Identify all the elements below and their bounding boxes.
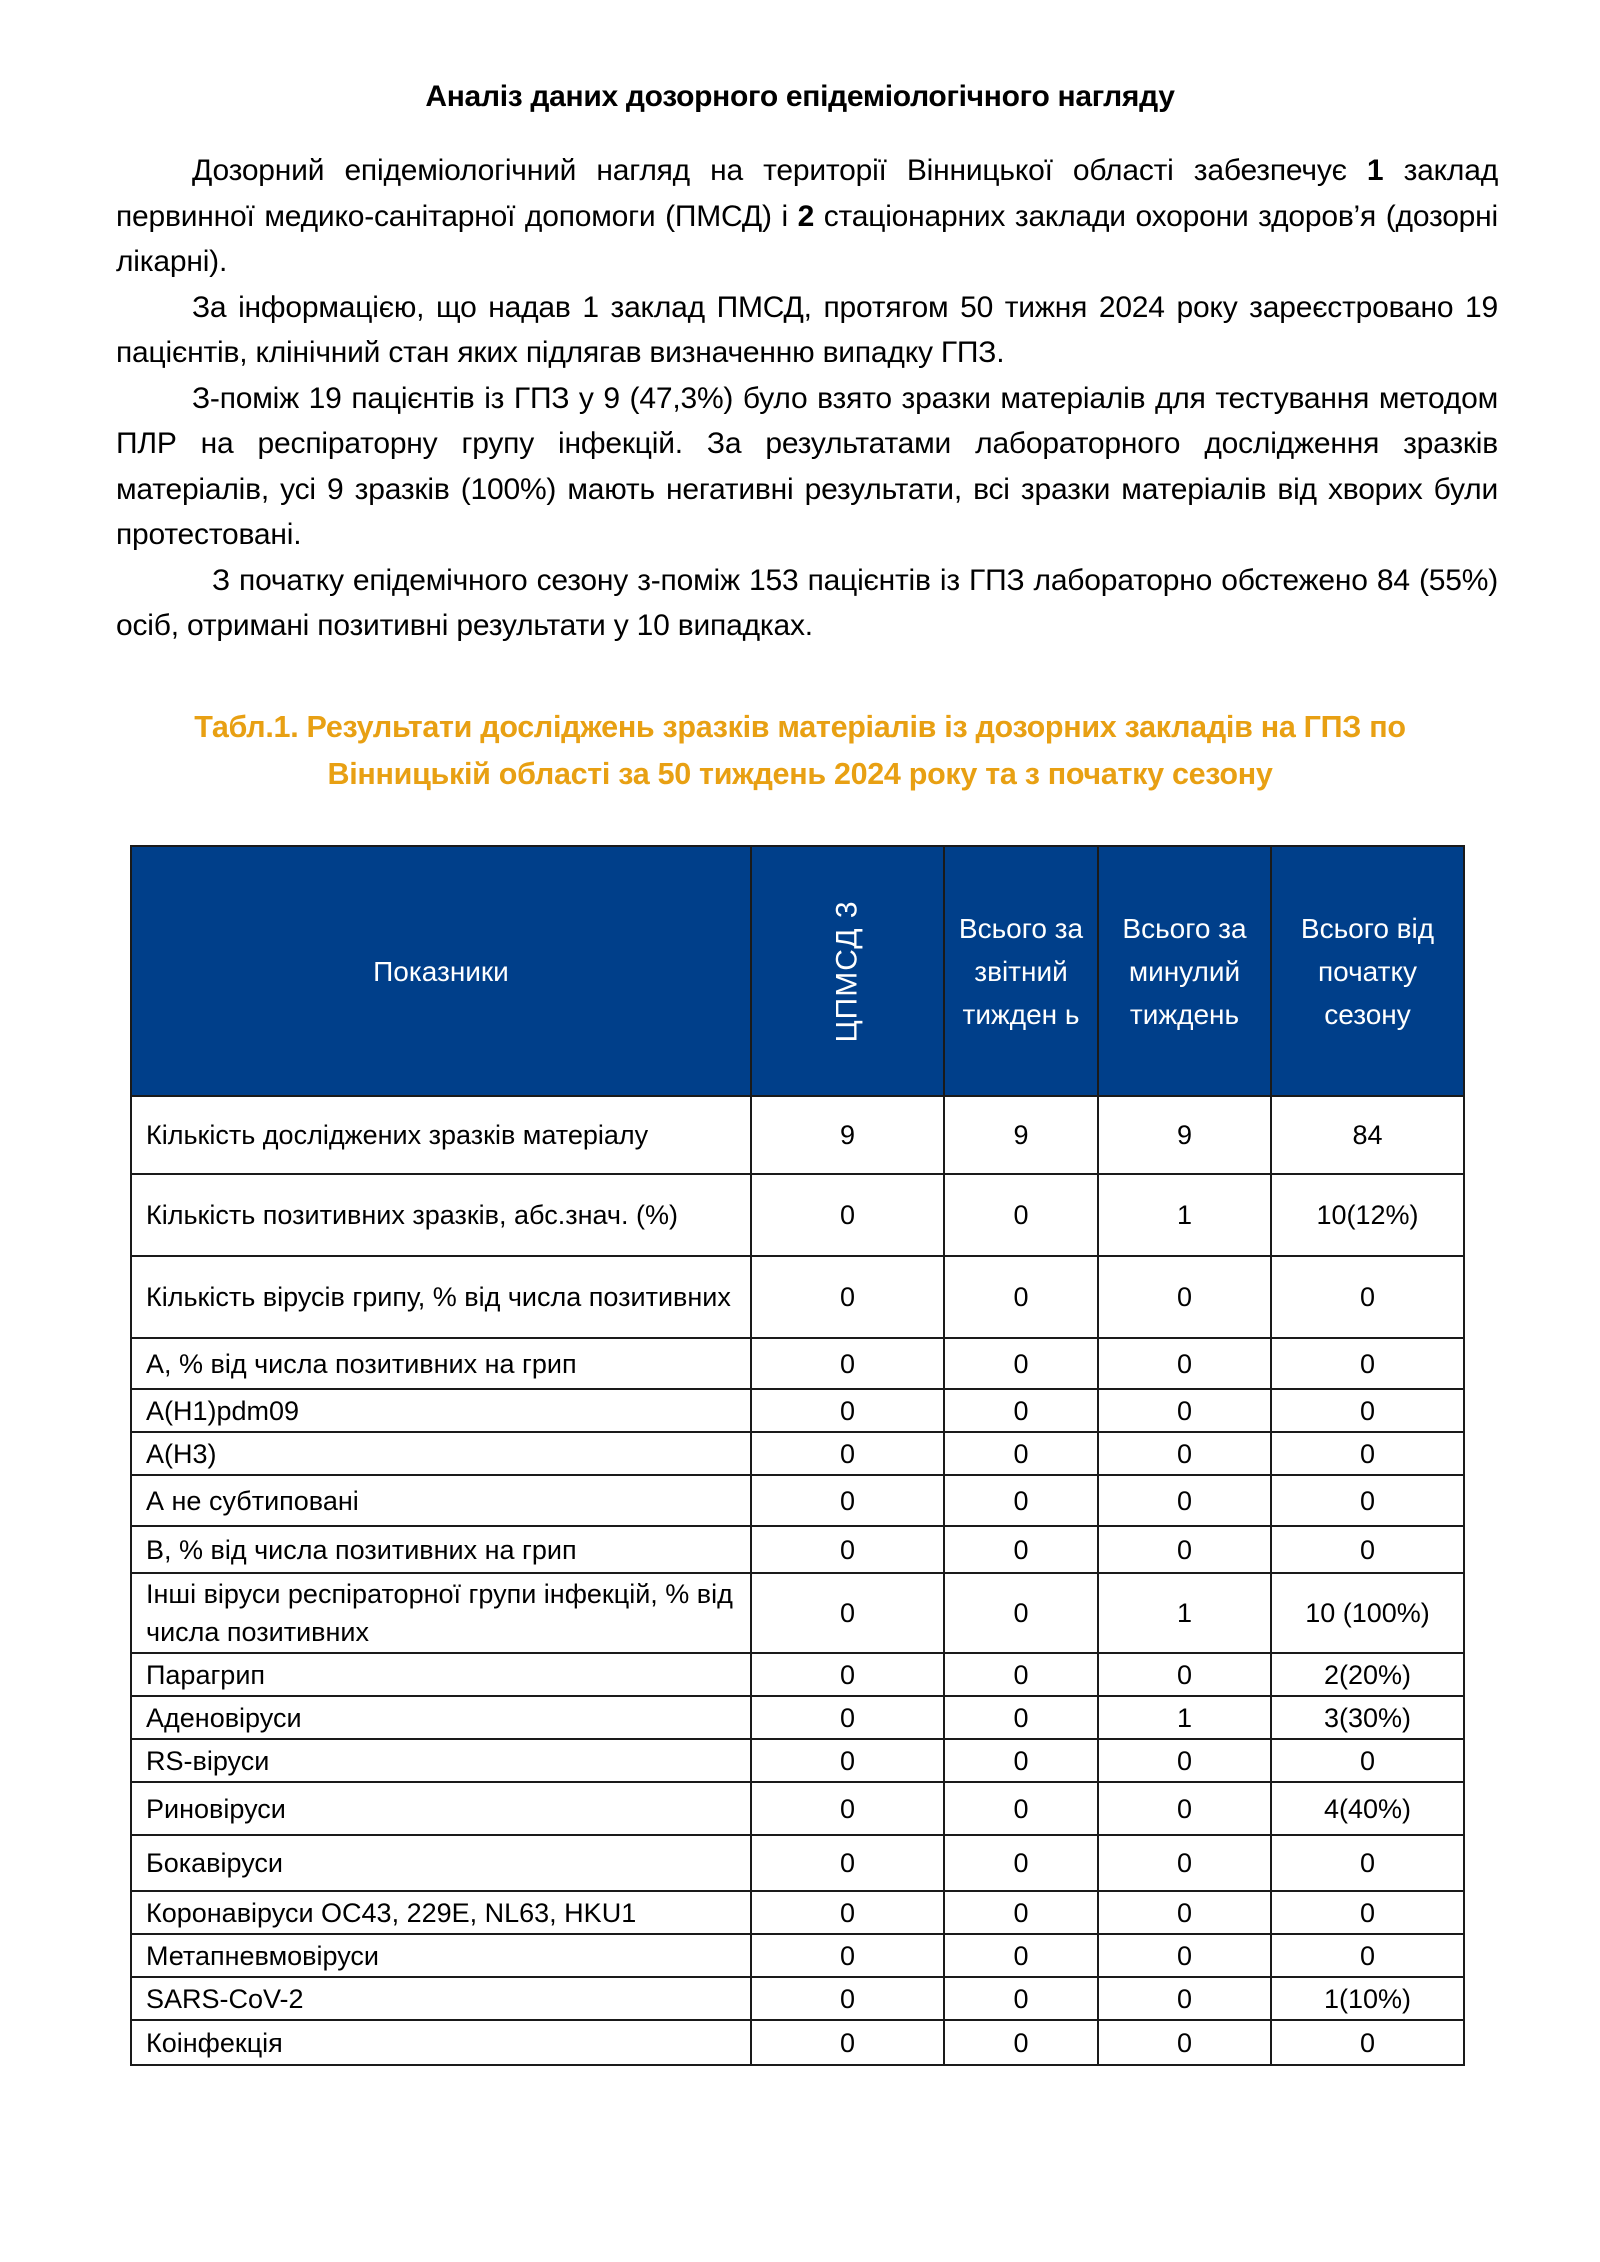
row-value: 0 <box>944 1739 1098 1782</box>
row-value: 0 <box>751 1174 944 1256</box>
row-value: 0 <box>1098 1782 1271 1835</box>
paragraph-4: З початку епідемічного сезону з-поміж 153 пацієнтів із ГПЗ лабораторно обстежено 84 (55%) осіб, отримані позитивні результати у 10 випадках. <box>116 563 1498 642</box>
row-label: Коінфекція <box>131 2020 751 2065</box>
row-value: 0 <box>1098 1891 1271 1934</box>
row-label: Риновіруси <box>131 1782 751 1835</box>
row-label: Коронавіруси OC43, 229E, NL63, HKU1 <box>131 1891 751 1934</box>
row-value: 0 <box>751 1739 944 1782</box>
row-value: 0 <box>1098 1835 1271 1891</box>
table-row <box>131 1653 1464 1696</box>
row-value: 0 <box>1098 1475 1271 1526</box>
table-row <box>131 1934 1464 1977</box>
row-value: 0 <box>1271 1934 1464 1977</box>
row-value: 1 <box>1098 1573 1271 1653</box>
row-value: 0 <box>944 1696 1098 1739</box>
row-value: 0 <box>1271 1338 1464 1389</box>
row-value: 0 <box>751 1256 944 1338</box>
row-value: 0 <box>944 1573 1098 1653</box>
row-value: 0 <box>1098 1389 1271 1432</box>
row-value: 0 <box>751 1573 944 1653</box>
table-row <box>131 1338 1464 1389</box>
row-label: Кількість досліджених зразків матеріалу <box>131 1096 751 1174</box>
row-value: 2(20%) <box>1271 1653 1464 1696</box>
row-value: 0 <box>751 1891 944 1934</box>
table-row <box>131 1835 1464 1891</box>
row-label: А не субтиповані <box>131 1475 751 1526</box>
row-value: 0 <box>944 1475 1098 1526</box>
row-value: 9 <box>1098 1096 1271 1174</box>
row-value: 0 <box>1098 1338 1271 1389</box>
paragraph-2: За інформацією, що надав 1 заклад ПМСД, протягом 50 тижня 2024 року зареєстровано 19 пацієнтів, клінічний стан яких підлягав визначенню випадку ГПЗ. <box>116 290 1498 369</box>
header-cpmsd3: ЦПМСД 3 <box>751 846 944 1096</box>
hospital-count: 2 <box>797 199 815 233</box>
table-row <box>131 1256 1464 1338</box>
row-label: Інші віруси респіраторної групи інфекцій, % від числа позитивних <box>131 1573 751 1653</box>
row-value: 0 <box>1098 1526 1271 1573</box>
paragraph-3: З-поміж 19 пацієнтів із ГПЗ у 9 (47,3%) було взято зразки матеріалів для тестування методом ПЛР на респіраторну групу інфекцій. За результатами лабораторного дослідження зразків матеріалів, усі 9 зразків (100%) мають негативні результати, всі зразки матеріалів від хворих були протестовані. <box>116 381 1498 551</box>
paragraph-1: Дозорний епідеміологічний нагляд на території Вінницької області забезпечує 1 заклад первинної медико-санітарної допомоги (ПМСД) і 2 стаціонарних заклади охорони здоров’я (дозорні лікарні). <box>116 154 1498 278</box>
row-value: 0 <box>751 1653 944 1696</box>
row-value: 0 <box>751 1782 944 1835</box>
row-value: 0 <box>751 1934 944 1977</box>
row-value: 0 <box>1098 1934 1271 1977</box>
header-total-season: Всього від початку сезону <box>1271 846 1464 1096</box>
table-row <box>131 1174 1464 1256</box>
row-value: 84 <box>1271 1096 1464 1174</box>
row-value: 0 <box>944 1653 1098 1696</box>
row-label: Парагрип <box>131 1653 751 1696</box>
row-value: 0 <box>1098 2020 1271 2065</box>
row-label: A(H1)pdm09 <box>131 1389 751 1432</box>
body-text <box>116 148 1498 649</box>
row-value: 0 <box>751 1835 944 1891</box>
table-row <box>131 1696 1464 1739</box>
row-label: В, % від числа позитивних на грип <box>131 1526 751 1573</box>
row-value: 0 <box>1098 1977 1271 2020</box>
row-value: 0 <box>1098 1256 1271 1338</box>
row-value: 0 <box>751 1696 944 1739</box>
table-row <box>131 1739 1464 1782</box>
row-value: 0 <box>1271 1526 1464 1573</box>
row-value: 0 <box>944 1782 1098 1835</box>
row-value: 0 <box>944 1526 1098 1573</box>
table-header-row <box>131 846 1464 1096</box>
row-label: A(H3) <box>131 1432 751 1475</box>
row-value: 9 <box>944 1096 1098 1174</box>
row-value: 1(10%) <box>1271 1977 1464 2020</box>
row-value: 0 <box>1271 1256 1464 1338</box>
row-value: 0 <box>751 2020 944 2065</box>
row-value: 0 <box>1271 1835 1464 1891</box>
row-value: 0 <box>1098 1653 1271 1696</box>
row-value: 4(40%) <box>1271 1782 1464 1835</box>
row-label: Аденовіруси <box>131 1696 751 1739</box>
row-value: 9 <box>751 1096 944 1174</box>
row-label: Бокавіруси <box>131 1835 751 1891</box>
row-value: 0 <box>1271 1432 1464 1475</box>
row-label: Метапневмовіруси <box>131 1934 751 1977</box>
row-value: 0 <box>944 1432 1098 1475</box>
row-label: Кількість позитивних зразків, абс.знач. (%) <box>131 1174 751 1256</box>
table-row <box>131 1096 1464 1174</box>
row-value: 0 <box>944 1338 1098 1389</box>
row-value: 0 <box>944 1835 1098 1891</box>
row-label: SARS-CoV-2 <box>131 1977 751 2020</box>
row-value: 0 <box>751 1526 944 1573</box>
row-value: 0 <box>751 1432 944 1475</box>
row-value: 0 <box>1098 1432 1271 1475</box>
caption-line-2: Вінницькій області за 50 тиждень 2024 року та з початку сезону <box>327 757 1273 791</box>
caption-line-1: Табл.1. Результати досліджень зразків матеріалів із дозорних закладів на ГПЗ по <box>194 710 1406 744</box>
table-row <box>131 1432 1464 1475</box>
row-value: 0 <box>1098 1739 1271 1782</box>
row-value: 0 <box>1271 1739 1464 1782</box>
page-title: Аналіз даних дозорного епідеміологічного нагляду <box>425 80 1175 113</box>
row-value: 0 <box>944 2020 1098 2065</box>
row-label: Кількість вірусів грипу, % від числа позитивних <box>131 1256 751 1338</box>
table-row <box>131 1782 1464 1835</box>
table-caption <box>0 704 1600 798</box>
row-value: 0 <box>751 1977 944 2020</box>
table-row <box>131 1891 1464 1934</box>
row-value: 10(12%) <box>1271 1174 1464 1256</box>
row-value: 0 <box>751 1475 944 1526</box>
row-value: 1 <box>1098 1696 1271 1739</box>
row-value: 0 <box>751 1338 944 1389</box>
row-value: 0 <box>944 1256 1098 1338</box>
table-row <box>131 1389 1464 1432</box>
table-row <box>131 1977 1464 2020</box>
row-label: RS-віруси <box>131 1739 751 1782</box>
row-value: 1 <box>1098 1174 1271 1256</box>
row-value: 0 <box>944 1977 1098 2020</box>
row-value: 0 <box>944 1389 1098 1432</box>
row-value: 0 <box>1271 2020 1464 2065</box>
row-value: 0 <box>944 1174 1098 1256</box>
table-row <box>131 1573 1464 1653</box>
results-table <box>130 845 1465 2066</box>
table-row <box>131 1526 1464 1573</box>
row-value: 0 <box>944 1891 1098 1934</box>
row-label: А, % від числа позитивних на грип <box>131 1338 751 1389</box>
row-value: 10 (100%) <box>1271 1573 1464 1653</box>
row-value: 0 <box>1271 1389 1464 1432</box>
row-value: 3(30%) <box>1271 1696 1464 1739</box>
header-total-report-week: Всього за звітний тижден ь <box>944 846 1098 1096</box>
row-value: 0 <box>1271 1475 1464 1526</box>
row-value: 0 <box>944 1934 1098 1977</box>
header-indicators: Показники <box>131 846 751 1096</box>
table-row <box>131 1475 1464 1526</box>
row-value: 0 <box>1271 1891 1464 1934</box>
row-value: 0 <box>751 1389 944 1432</box>
table-row <box>131 2020 1464 2065</box>
header-total-last-week: Всього за минулий тиждень <box>1098 846 1271 1096</box>
pmsd-count: 1 <box>1366 154 1384 187</box>
table-body <box>131 1096 1464 2065</box>
